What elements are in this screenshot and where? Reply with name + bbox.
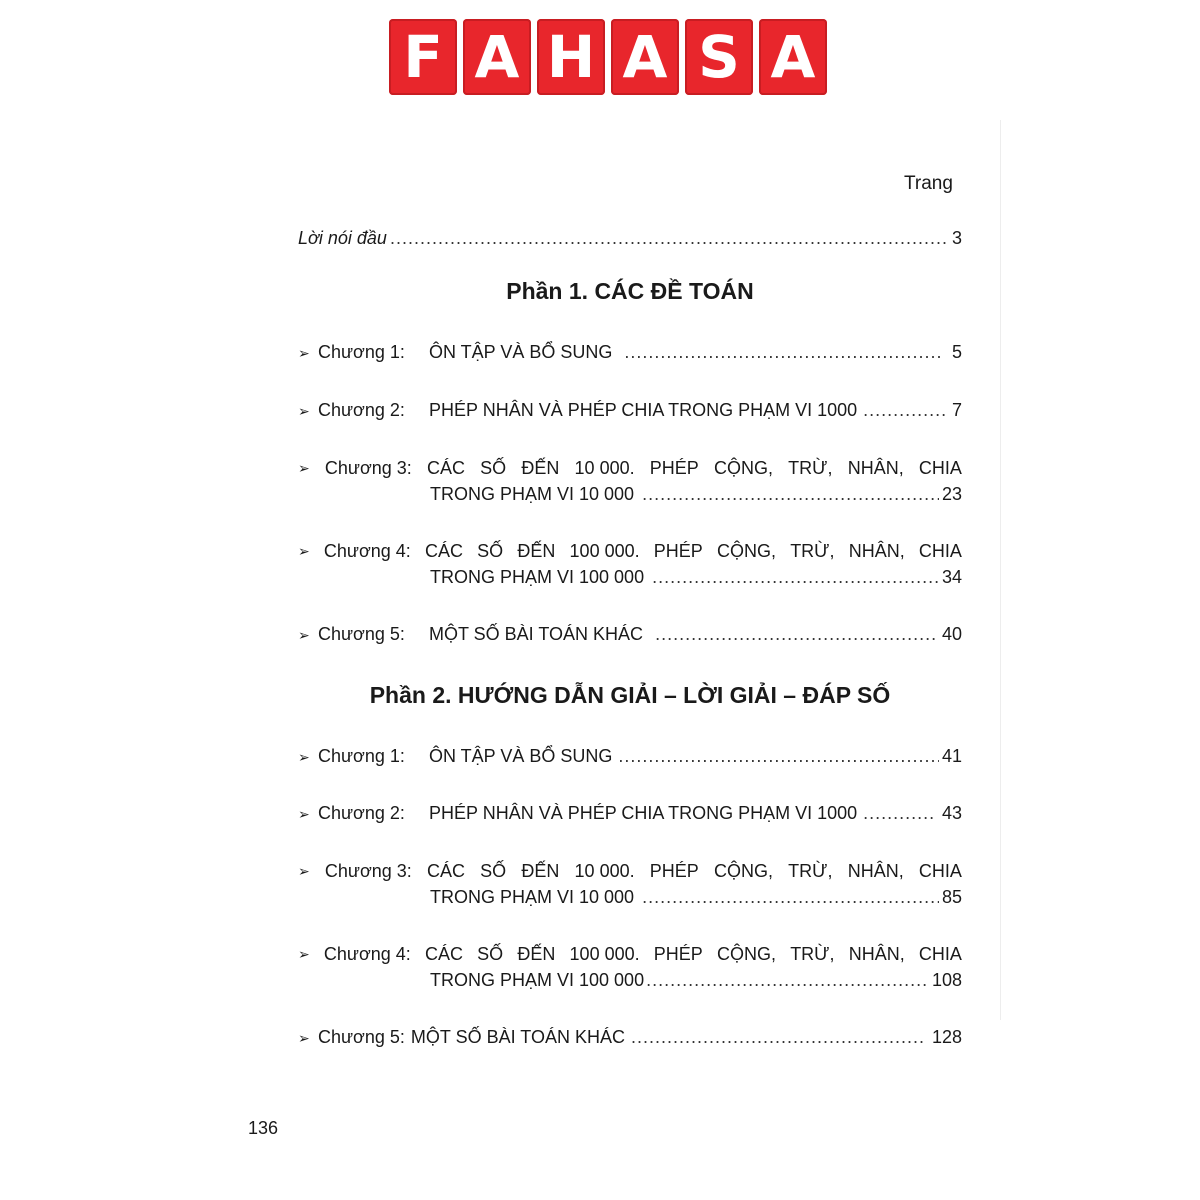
- dot-leader: [642, 481, 939, 507]
- preface-title: Lời nói đầu: [298, 228, 387, 248]
- title-word: NHÂN,: [847, 458, 904, 478]
- page-number: 34: [941, 567, 962, 587]
- chapter-title-line-2: [298, 564, 962, 590]
- page-number: 108: [931, 970, 962, 990]
- arrow-bullet-icon: ➢: [298, 1030, 310, 1046]
- title-word: SỐ: [477, 541, 504, 561]
- title-word: NHÂN,: [848, 541, 905, 561]
- toc-entry-p2-ch1: [298, 743, 962, 770]
- page-edge-divider: [1000, 120, 1001, 1020]
- title-word: TRỪ,: [790, 944, 835, 964]
- dot-leader: [863, 800, 935, 826]
- part-2-heading: Phần 2. HƯỚNG DẪN GIẢI – LỜI GIẢI – ĐÁP SỐ: [369, 682, 891, 708]
- title-word: ĐẾN: [517, 541, 556, 561]
- chapter-title: ÔN TẬP VÀ BỔ SUNG: [429, 746, 613, 766]
- toc-entry-p2-ch5: [298, 1024, 962, 1051]
- title-word: CHIA: [918, 944, 962, 964]
- title-word: 100 000.: [569, 541, 640, 561]
- chapter-title-continued: TRONG PHẠM VI 10 000: [430, 484, 635, 504]
- title-word: TRỪ,: [790, 541, 835, 561]
- title-word: PHÉP: [649, 458, 699, 478]
- page-column-label: Trang: [904, 173, 953, 194]
- logo-letter: A: [759, 19, 827, 95]
- title-word: CÁC: [426, 861, 465, 881]
- dot-leader: [618, 743, 939, 769]
- title-word: CỘNG,: [717, 944, 777, 964]
- dot-leader: [631, 1024, 925, 1050]
- dot-leader: [863, 397, 945, 423]
- logo-letter: A: [463, 19, 531, 95]
- logo-letter: A: [611, 19, 679, 95]
- chapter-title-continued: TRONG PHẠM VI 10 000: [430, 887, 635, 907]
- title-word: CÁC: [426, 458, 465, 478]
- title-word: PHÉP: [653, 541, 703, 561]
- chapter-title: MỘT SỐ BÀI TOÁN KHÁC: [429, 624, 644, 644]
- arrow-bullet-icon: ➢: [298, 863, 310, 879]
- toc-entry-p1-ch3: [298, 455, 962, 507]
- title-word: CHIA: [918, 861, 962, 881]
- title-word: CHIA: [918, 541, 962, 561]
- logo-letter: S: [685, 19, 753, 95]
- chapter-title-continued: TRONG PHẠM VI 100 000: [430, 567, 645, 587]
- title-word: 10 000.: [574, 458, 635, 478]
- chapter-title-line-2: [298, 481, 962, 507]
- logo-letter: F: [389, 19, 457, 95]
- page-number: 7: [951, 400, 962, 420]
- dot-leader: [646, 967, 929, 993]
- toc-entry-p2-ch3: [298, 858, 962, 910]
- chapter-title: PHÉP NHÂN VÀ PHÉP CHIA TRONG PHẠM VI 1000: [429, 400, 858, 420]
- chapter-title: MỘT SỐ BÀI TOÁN KHÁC: [410, 1027, 625, 1047]
- arrow-bullet-icon: ➢: [298, 460, 310, 476]
- arrow-bullet-icon: ➢: [298, 806, 310, 822]
- page-number: 23: [941, 484, 962, 504]
- chapter-label: Chương 2:: [318, 400, 405, 420]
- footer-page-number: 136: [248, 1118, 279, 1138]
- toc-entry-p1-ch2: [298, 397, 962, 424]
- chapter-label: Chương 1:: [318, 746, 405, 766]
- title-word: SỐ: [480, 861, 507, 881]
- dot-leader: [642, 884, 939, 910]
- chapter-label: Chương 1:: [318, 342, 405, 362]
- title-word: CỘNG,: [713, 458, 773, 478]
- page-number: 85: [941, 887, 962, 907]
- arrow-bullet-icon: ➢: [298, 345, 310, 361]
- page-number: 40: [941, 624, 962, 644]
- toc-entry-preface: [298, 225, 962, 251]
- chapter-title-line-1: [298, 941, 962, 967]
- dot-leader: [390, 225, 949, 251]
- title-word: ĐẾN: [521, 458, 560, 478]
- title-word: TRỪ,: [788, 861, 833, 881]
- title-word: 100 000.: [569, 944, 640, 964]
- title-word: PHÉP: [649, 861, 699, 881]
- arrow-bullet-icon: ➢: [298, 627, 310, 643]
- chapter-label: Chương 3:: [324, 861, 412, 881]
- page-number: 41: [941, 746, 962, 766]
- arrow-bullet-icon: ➢: [298, 749, 310, 765]
- chapter-title-continued: TRONG PHẠM VI 100 000: [430, 970, 645, 990]
- dot-leader: [624, 339, 943, 365]
- toc-entry-p2-ch4: [298, 941, 962, 993]
- page-number: 128: [931, 1027, 962, 1047]
- title-word: CÁC: [424, 541, 463, 561]
- chapter-label: Chương 5:: [318, 1027, 405, 1047]
- toc-entry-p2-ch2: [298, 800, 962, 827]
- arrow-bullet-icon: ➢: [298, 946, 310, 962]
- dot-leader: [652, 564, 939, 590]
- toc-entry-p1-ch4: [298, 538, 962, 590]
- title-word: NHÂN,: [848, 944, 905, 964]
- fahasa-logo: [389, 19, 827, 95]
- title-word: 10 000.: [574, 861, 635, 881]
- chapter-title-line-1: [298, 538, 962, 564]
- title-word: CỘNG,: [717, 541, 777, 561]
- title-word: ĐẾN: [521, 861, 560, 881]
- title-word: SỐ: [480, 458, 507, 478]
- logo-letter: H: [537, 19, 605, 95]
- page-number: 5: [951, 342, 962, 362]
- chapter-title: ÔN TẬP VÀ BỔ SUNG: [429, 342, 613, 362]
- title-word: ĐẾN: [517, 944, 556, 964]
- chapter-title-line-1: [298, 858, 962, 884]
- chapter-title-line-1: [298, 455, 962, 481]
- part-1-heading: Phần 1. CÁC ĐỀ TOÁN: [506, 278, 754, 304]
- chapter-label: Chương 2:: [318, 803, 405, 823]
- page-number: 3: [951, 228, 962, 248]
- chapter-label: Chương 5:: [318, 624, 405, 644]
- chapter-title-line-2: [298, 967, 962, 993]
- title-word: PHÉP: [653, 944, 703, 964]
- title-word: CỘNG,: [713, 861, 773, 881]
- title-word: SỐ: [477, 944, 504, 964]
- chapter-title: PHÉP NHÂN VÀ PHÉP CHIA TRONG PHẠM VI 1000: [429, 803, 858, 823]
- chapter-title-line-2: [298, 884, 962, 910]
- title-word: CÁC: [424, 944, 463, 964]
- title-word: NHÂN,: [847, 861, 904, 881]
- chapter-label: Chương 4:: [323, 944, 411, 964]
- toc-entry-p1-ch5: [298, 621, 962, 648]
- arrow-bullet-icon: ➢: [298, 403, 310, 419]
- title-word: CHIA: [918, 458, 962, 478]
- page-number: 43: [941, 803, 962, 823]
- dot-leader: [655, 621, 935, 647]
- title-word: TRỪ,: [788, 458, 833, 478]
- chapter-label: Chương 3:: [324, 458, 412, 478]
- arrow-bullet-icon: ➢: [298, 543, 310, 559]
- toc-entry-p1-ch1: [298, 339, 962, 366]
- chapter-label: Chương 4:: [323, 541, 411, 561]
